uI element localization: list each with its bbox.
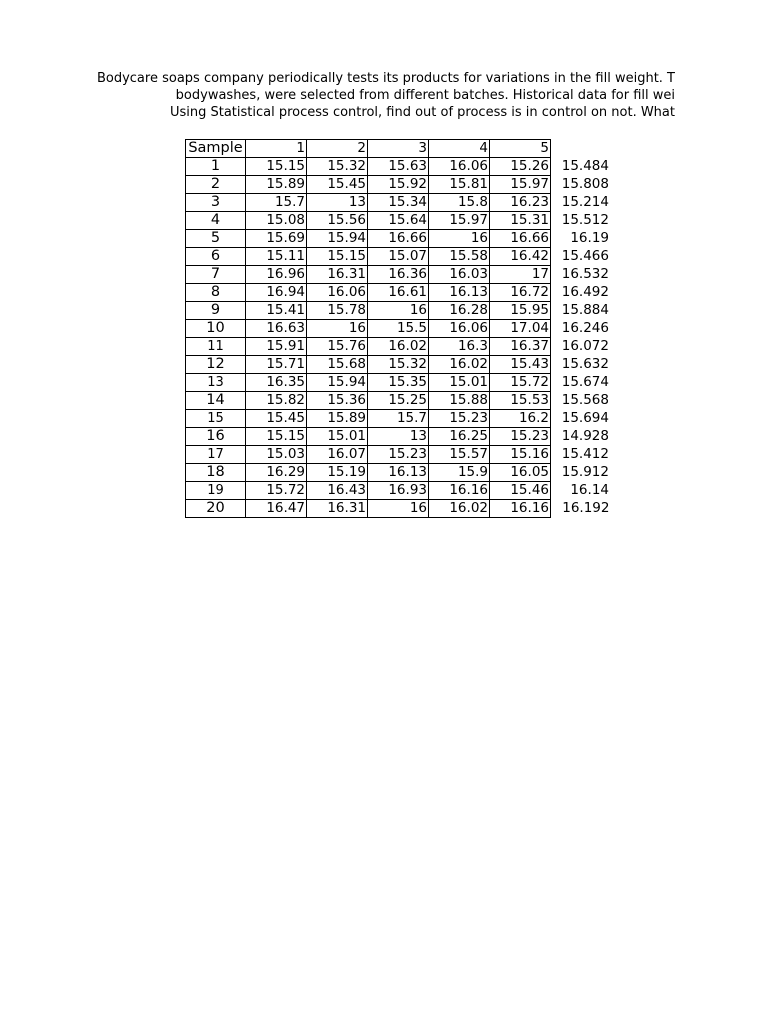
observation-cell[interactable]: 15.72 (246, 482, 307, 500)
observation-cell[interactable]: 16.23 (490, 194, 551, 212)
sample-mean[interactable]: 14.928 (561, 428, 609, 444)
table-row (186, 428, 611, 446)
observation-cell[interactable]: 15.26 (490, 158, 551, 176)
observation-cell[interactable]: 15.69 (246, 230, 307, 248)
observation-cell[interactable]: 15.45 (246, 410, 307, 428)
observation-cell[interactable]: 15.89 (307, 410, 368, 428)
sample-number[interactable]: 18 (186, 464, 246, 482)
observation-cell[interactable]: 16.02 (429, 356, 490, 374)
observation-cell[interactable]: 16.13 (368, 464, 429, 482)
sample-number[interactable]: 1 (186, 158, 246, 176)
observation-cell[interactable]: 16.07 (307, 446, 368, 464)
table-row (186, 410, 611, 428)
table-row (186, 302, 611, 320)
sample-number[interactable]: 3 (186, 194, 246, 212)
observation-cell[interactable]: 15.43 (490, 356, 551, 374)
observation-cell[interactable]: 15.15 (307, 248, 368, 266)
observation-cell[interactable]: 16.3 (429, 338, 490, 356)
observation-cell[interactable]: 16 (429, 230, 490, 248)
observation-cell[interactable]: 15.25 (368, 392, 429, 410)
sample-mean[interactable]: 16.14 (570, 482, 609, 498)
observation-cell[interactable]: 13 (368, 428, 429, 446)
table-row (186, 338, 611, 356)
observation-cell[interactable]: 15.45 (307, 176, 368, 194)
sample-number[interactable]: 6 (186, 248, 246, 266)
table-row (186, 212, 611, 230)
sample-mean[interactable]: 15.674 (561, 374, 609, 390)
sample-mean[interactable]: 15.512 (561, 212, 609, 228)
observation-cell[interactable]: 15.88 (429, 392, 490, 410)
observation-cell[interactable]: 16.36 (368, 266, 429, 284)
observation-cell[interactable]: 15.56 (307, 212, 368, 230)
header-mean-blank[interactable] (551, 140, 611, 158)
sample-number[interactable]: 12 (186, 356, 246, 374)
sample-mean[interactable]: 15.912 (561, 464, 609, 480)
observation-cell[interactable]: 16 (368, 500, 429, 518)
observation-cell[interactable]: 16.02 (368, 338, 429, 356)
observation-cell[interactable]: 16.25 (429, 428, 490, 446)
sample-mean[interactable]: 16.19 (570, 230, 609, 246)
observation-cell[interactable]: 15.97 (429, 212, 490, 230)
header-obs-4[interactable]: 4 (429, 140, 490, 158)
observation-cell[interactable]: 15.53 (490, 392, 551, 410)
table-row (186, 284, 611, 302)
observation-cell[interactable]: 15.31 (490, 212, 551, 230)
observation-cell[interactable]: 16 (368, 302, 429, 320)
statement-line-2: bodywashes, were selected from different batches. Historical data for fill wei (175, 88, 675, 103)
header-row (186, 140, 611, 158)
observation-cell[interactable]: 15.7 (368, 410, 429, 428)
observation-cell[interactable]: 16.63 (246, 320, 307, 338)
sample-mean[interactable]: 15.694 (561, 410, 609, 426)
observation-cell[interactable]: 15.23 (429, 410, 490, 428)
observation-cell[interactable]: 15.89 (246, 176, 307, 194)
observation-cell[interactable]: 16.66 (490, 230, 551, 248)
observation-cell[interactable]: 15.68 (307, 356, 368, 374)
observation-cell[interactable]: 16.47 (246, 500, 307, 518)
observation-cell[interactable]: 15.97 (490, 176, 551, 194)
observation-cell[interactable]: 16.43 (307, 482, 368, 500)
table-row (186, 482, 611, 500)
observation-cell[interactable]: 15.95 (490, 302, 551, 320)
observation-cell[interactable]: 15.03 (246, 446, 307, 464)
observation-cell[interactable]: 15.8 (429, 194, 490, 212)
sample-number[interactable]: 17 (186, 446, 246, 464)
observation-cell[interactable]: 15.91 (246, 338, 307, 356)
table-row (186, 194, 611, 212)
observation-cell[interactable]: 15.01 (429, 374, 490, 392)
sample-number[interactable]: 11 (186, 338, 246, 356)
table-row (186, 320, 611, 338)
observation-cell[interactable]: 15.41 (246, 302, 307, 320)
observation-cell[interactable]: 15.32 (368, 356, 429, 374)
observation-cell[interactable]: 15.36 (307, 392, 368, 410)
observation-cell[interactable]: 16.2 (490, 410, 551, 428)
header-obs-2[interactable]: 2 (307, 140, 368, 158)
observation-cell[interactable]: 15.63 (368, 158, 429, 176)
observation-cell[interactable]: 15.16 (490, 446, 551, 464)
header-obs-3[interactable]: 3 (368, 140, 429, 158)
observation-cell[interactable]: 16.06 (429, 158, 490, 176)
observation-cell[interactable]: 15.34 (368, 194, 429, 212)
observation-cell[interactable]: 16.29 (246, 464, 307, 482)
observation-cell[interactable]: 15.01 (307, 428, 368, 446)
sample-number[interactable]: 14 (186, 392, 246, 410)
observation-cell[interactable]: 15.08 (246, 212, 307, 230)
observation-cell[interactable]: 15.71 (246, 356, 307, 374)
observation-cell[interactable]: 15.15 (246, 158, 307, 176)
observation-cell[interactable]: 15.32 (307, 158, 368, 176)
sample-mean[interactable]: 15.568 (561, 392, 609, 408)
sample-number[interactable]: 5 (186, 230, 246, 248)
table-row (186, 248, 611, 266)
observation-cell[interactable]: 15.78 (307, 302, 368, 320)
sample-mean[interactable]: 15.808 (561, 176, 609, 192)
observation-cell[interactable]: 16.61 (368, 284, 429, 302)
observation-cell[interactable]: 16.03 (429, 266, 490, 284)
observation-cell[interactable]: 13 (307, 194, 368, 212)
observation-cell[interactable]: 16.72 (490, 284, 551, 302)
observation-cell[interactable]: 16.94 (246, 284, 307, 302)
observation-cell[interactable]: 15.9 (429, 464, 490, 482)
observation-cell[interactable]: 15.5 (368, 320, 429, 338)
observation-cell[interactable]: 15.81 (429, 176, 490, 194)
sample-number[interactable]: 9 (186, 302, 246, 320)
sample-mean[interactable]: 16.492 (561, 284, 609, 300)
observation-cell[interactable]: 17.04 (490, 320, 551, 338)
observation-cell[interactable]: 15.94 (307, 230, 368, 248)
observation-cell[interactable]: 15.11 (246, 248, 307, 266)
table-row (186, 230, 611, 248)
observation-cell[interactable]: 15.7 (246, 194, 307, 212)
observation-cell[interactable]: 16.16 (429, 482, 490, 500)
observation-cell[interactable]: 15.82 (246, 392, 307, 410)
header-obs-1[interactable]: 1 (246, 140, 307, 158)
observation-cell[interactable]: 16.66 (368, 230, 429, 248)
sample-mean[interactable]: 16.192 (562, 500, 610, 516)
table-row (186, 356, 611, 374)
table-row (186, 176, 611, 194)
observation-cell[interactable]: 16.13 (429, 284, 490, 302)
table-row (186, 446, 611, 464)
observation-cell[interactable]: 16.31 (307, 500, 368, 518)
sample-number[interactable]: 19 (186, 482, 246, 500)
sample-number[interactable]: 2 (186, 176, 246, 194)
sample-mean[interactable]: 15.214 (561, 194, 609, 210)
observation-cell[interactable]: 16.96 (246, 266, 307, 284)
table-row (186, 392, 611, 410)
header-sample[interactable]: Sample (186, 140, 246, 158)
observation-cell[interactable]: 15.19 (307, 464, 368, 482)
observation-cell[interactable]: 16.02 (429, 500, 490, 518)
observation-cell[interactable]: 15.72 (490, 374, 551, 392)
observation-cell[interactable]: 15.58 (429, 248, 490, 266)
sample-mean[interactable]: 15.484 (561, 158, 609, 174)
observation-cell[interactable]: 15.64 (368, 212, 429, 230)
observation-cell[interactable]: 17 (490, 266, 551, 284)
sample-mean[interactable]: 16.532 (561, 266, 609, 282)
table-row (186, 500, 611, 518)
sample-mean[interactable]: 15.632 (561, 356, 609, 372)
sample-mean[interactable]: 15.884 (561, 302, 609, 318)
observation-cell[interactable]: 16.31 (307, 266, 368, 284)
table-row (186, 374, 611, 392)
observation-cell[interactable]: 16.06 (429, 320, 490, 338)
observation-cell[interactable]: 15.23 (490, 428, 551, 446)
observation-cell[interactable]: 16.37 (490, 338, 551, 356)
observation-cell[interactable]: 15.57 (429, 446, 490, 464)
observation-cell[interactable]: 16 (307, 320, 368, 338)
table-row (186, 266, 611, 284)
observation-cell[interactable]: 16.06 (307, 284, 368, 302)
observation-cell[interactable]: 16.16 (490, 500, 551, 518)
statement-line-1: Bodycare soaps company periodically tests its products for variations in the fill weight. T (96, 71, 675, 86)
observation-cell[interactable]: 16.93 (368, 482, 429, 500)
sample-number[interactable]: 20 (186, 500, 246, 518)
sample-number[interactable]: 7 (186, 266, 246, 284)
observation-cell[interactable]: 15.15 (246, 428, 307, 446)
sample-number[interactable]: 4 (186, 212, 246, 230)
statement-line-3: Using Statistical process control, find out of process is in control on not. What (169, 105, 675, 120)
observation-cell[interactable]: 15.92 (368, 176, 429, 194)
sample-mean[interactable]: 15.412 (561, 446, 609, 462)
observation-cell[interactable]: 15.76 (307, 338, 368, 356)
observation-cell[interactable]: 15.94 (307, 374, 368, 392)
sample-number[interactable]: 10 (186, 320, 246, 338)
observation-cell[interactable]: 15.46 (490, 482, 551, 500)
sample-mean[interactable]: 15.466 (561, 248, 609, 264)
observation-cell[interactable]: 15.07 (368, 248, 429, 266)
observation-cell[interactable]: 15.23 (368, 446, 429, 464)
observation-cell[interactable]: 16.42 (490, 248, 551, 266)
header-obs-5[interactable]: 5 (490, 140, 551, 158)
sample-number[interactable]: 8 (186, 284, 246, 302)
observation-cell[interactable]: 16.05 (490, 464, 551, 482)
sample-number[interactable]: 15 (186, 410, 246, 428)
table-row (186, 158, 611, 176)
sample-number[interactable]: 13 (186, 374, 246, 392)
observation-cell[interactable]: 15.35 (368, 374, 429, 392)
sample-number[interactable]: 16 (186, 428, 246, 446)
observation-cell[interactable]: 16.28 (429, 302, 490, 320)
sample-mean[interactable]: 16.072 (561, 338, 609, 354)
table-row (186, 464, 611, 482)
fill-weight-table (185, 139, 611, 518)
observation-cell[interactable]: 16.35 (246, 374, 307, 392)
problem-statement (0, 70, 675, 121)
sample-mean[interactable]: 16.246 (561, 320, 609, 336)
